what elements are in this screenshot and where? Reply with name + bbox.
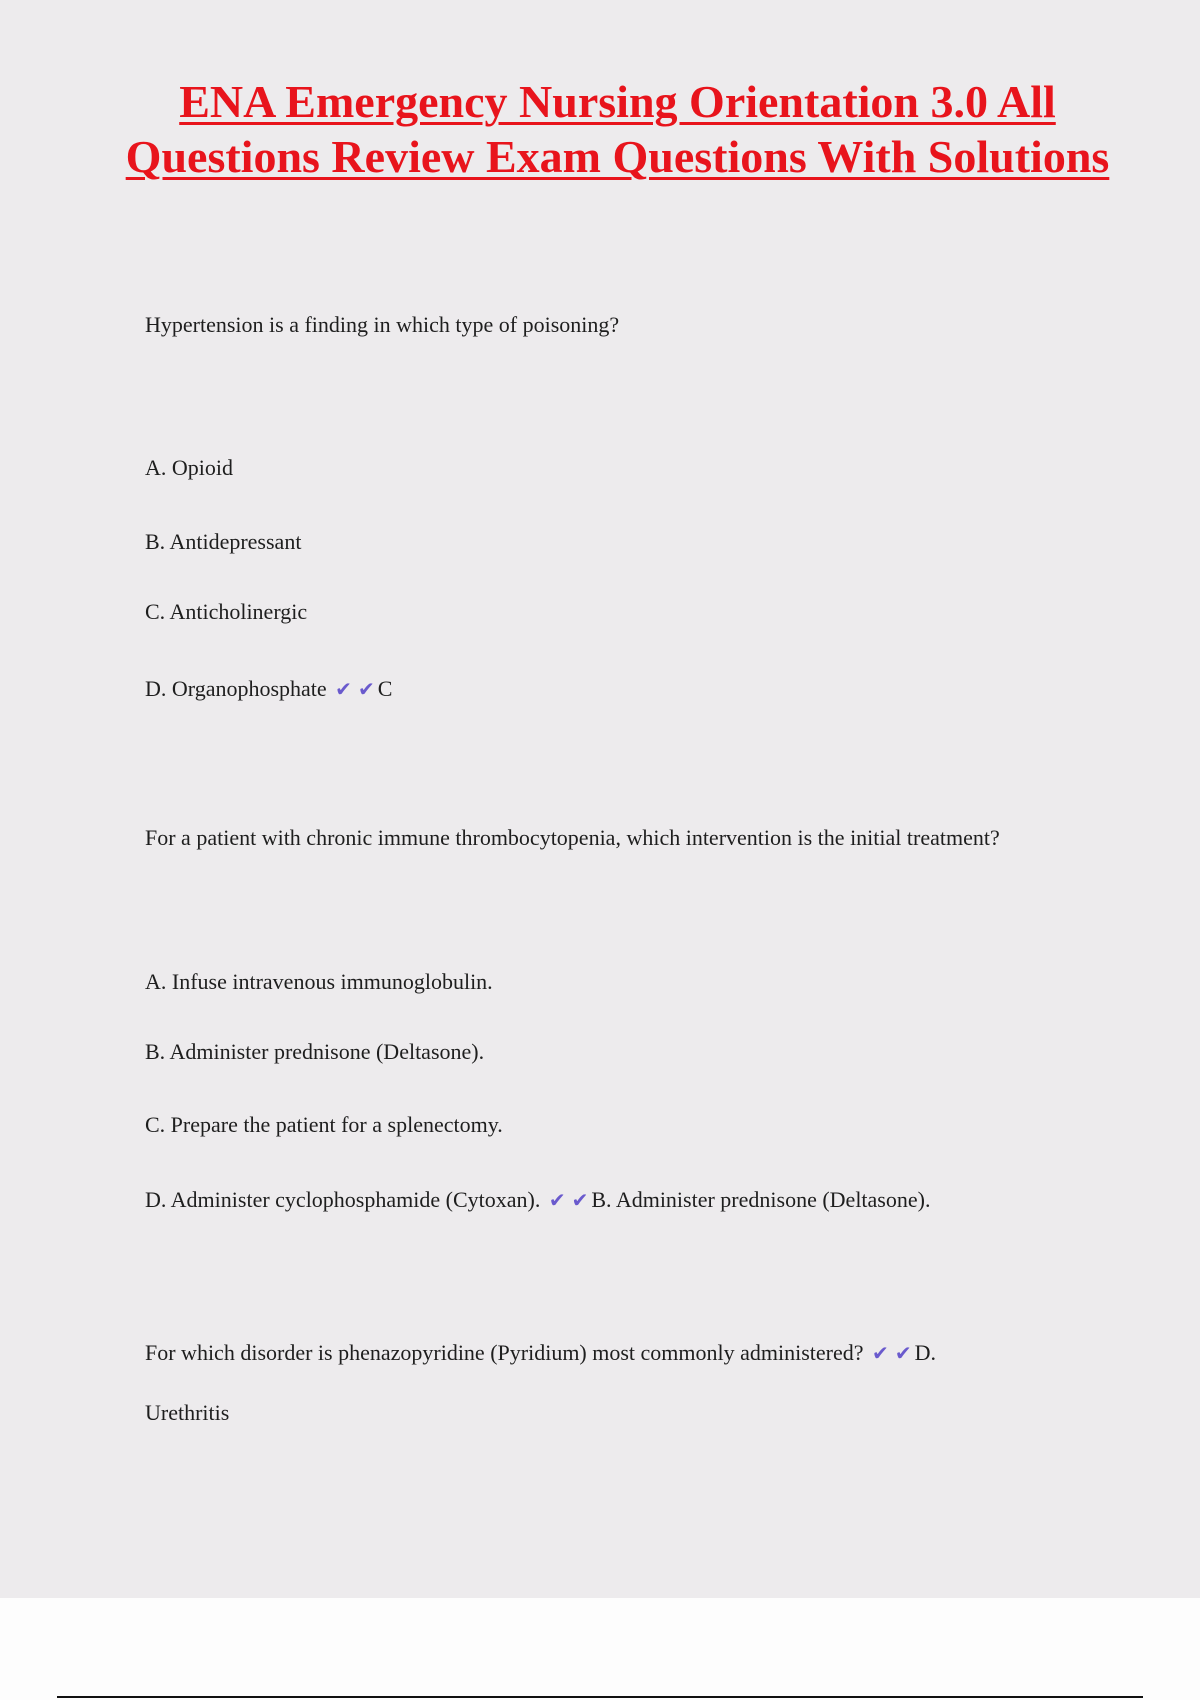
footer-rule [57, 1696, 1143, 1698]
option: A. Infuse intravenous immunoglobulin. [145, 969, 493, 994]
answer: D. [914, 1340, 936, 1365]
question-2: For a patient with chronic immune thrombocytopenia, which intervention is the initial treatment? [145, 825, 1000, 850]
document-title: ENA Emergency Nursing Orientation 3.0 All Questions Review Exam Questions With Solutions [125, 76, 1110, 182]
option-with-answer [145, 1187, 930, 1213]
option: C. Anticholinergic [145, 599, 308, 624]
option: B. Antidepressant [145, 529, 302, 554]
check-icon: ✔ [357, 677, 375, 701]
option: D. Organophosphate [145, 676, 327, 701]
answer: C [377, 676, 393, 701]
answer-continued: Urethritis [145, 1400, 230, 1425]
option: A. Opioid [145, 455, 233, 480]
check-icon: ✔ [894, 1341, 912, 1365]
option: D. Administer cyclophosphamide (Cytoxan). [145, 1187, 541, 1212]
check-icon: ✔ [571, 1188, 589, 1212]
question-text: For which disorder is phenazopyridine (Pyridium) most commonly administered? [145, 1340, 864, 1365]
check-icon: ✔ [872, 1341, 889, 1365]
question-1: Hypertension is a finding in which type of poisoning? [145, 312, 620, 337]
answer: B. Administer prednisone (Deltasone). [591, 1187, 931, 1212]
check-icon: ✔ [548, 1188, 566, 1212]
check-icon: ✔ [335, 677, 352, 701]
option: C. Prepare the patient for a splenectomy. [145, 1112, 503, 1137]
question-3 [145, 1340, 936, 1366]
option-with-answer [145, 676, 392, 702]
option: B. Administer prednisone (Deltasone). [145, 1039, 485, 1064]
